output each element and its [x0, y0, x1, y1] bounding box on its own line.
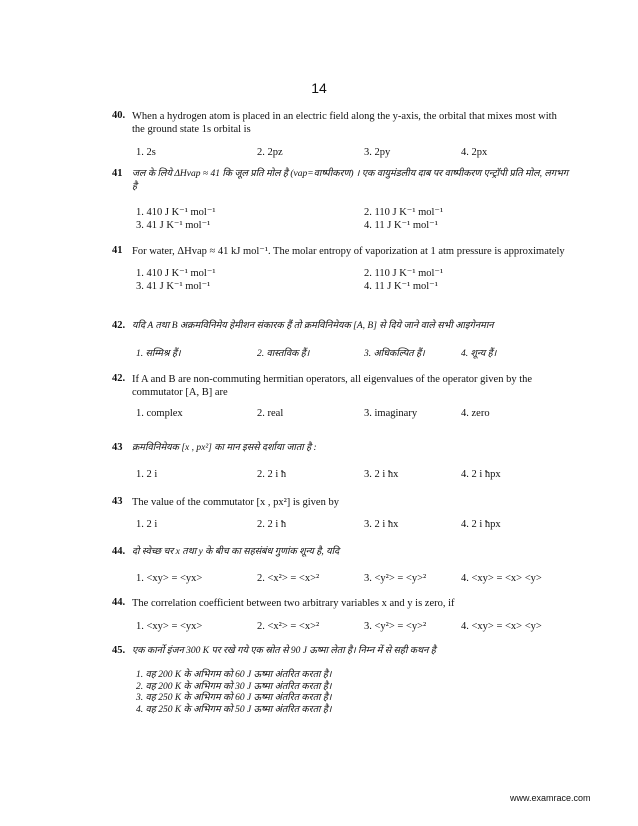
question-number: 44.	[112, 597, 126, 608]
question-45-hi	[112, 645, 572, 716]
option-2: 2. <x²> = <x>²	[257, 573, 320, 584]
options-row-1	[132, 267, 572, 280]
option-2: 2. 110 J K⁻¹ mol⁻¹	[364, 207, 444, 218]
option-3: 3. <y²> = <y>²	[364, 573, 427, 584]
options	[132, 573, 572, 586]
option-1: 1. complex	[136, 408, 183, 419]
option-4: 4. 11 J K⁻¹ mol⁻¹	[364, 220, 438, 231]
option-4: 4. 11 J K⁻¹ mol⁻¹	[364, 281, 438, 292]
question-number: 41	[112, 168, 123, 179]
option-1: 1. वह 200 K के अभिगम को 60 J ऊष्मा अंतरित करता है।	[136, 670, 332, 680]
options-row-2	[132, 219, 572, 232]
option-2: 2. वास्तविक हैं।	[257, 349, 310, 359]
option-1: 1. <xy> = <yx>	[136, 621, 203, 632]
question-text: For water, ΔHvap ≈ 41 kJ mol⁻¹. The molar entropy of vaporization at 1 atm pressure is approximately	[132, 246, 565, 257]
options	[132, 519, 572, 532]
option-4: 4. 2 i ħpx	[461, 519, 501, 530]
options	[132, 408, 572, 421]
question-44-hi	[112, 546, 572, 586]
question-text: The correlation coefficient between two arbitrary variables x and y is zero, if	[132, 598, 455, 609]
option-4: 4. <xy> = <x> <y>	[461, 621, 542, 632]
option-1: 1. <xy> = <yx>	[136, 573, 203, 584]
question-number: 44.	[112, 546, 126, 557]
question-text: एक कार्नो इंजन 300 K पर रखे गये एक स्रोत से 90 J ऊष्मा लेता है। निम्न में से सही कथन है	[132, 646, 436, 656]
question-number: 43	[112, 496, 123, 507]
option-1: 1. 2 i	[136, 469, 158, 480]
question-text: दो स्वेच्छ चर x तथा y के बीच का सहसंबंध गुणांक शून्य है, यदि	[132, 547, 340, 557]
question-43-en	[112, 496, 572, 532]
question-text: If A and B are non-commuting hermitian operators, all eigenvalues of the operator given by the commutator [A, B] are	[132, 374, 533, 398]
option-1: 1. सम्मिश्र हैं।	[136, 349, 181, 359]
option-3: 3. अधिकल्पित हैं।	[364, 349, 425, 359]
question-43-hi	[112, 442, 572, 482]
option-3: 3. 41 J K⁻¹ mol⁻¹	[136, 220, 211, 231]
option-2: 2. 110 J K⁻¹ mol⁻¹	[364, 268, 444, 279]
footer-url: www.examrace.com	[510, 793, 591, 803]
question-42-en	[112, 373, 572, 421]
option-4: 4. <xy> = <x> <y>	[461, 573, 542, 584]
option-3: 3. 2 i ħx	[364, 469, 399, 480]
question-number: 43	[112, 442, 123, 453]
question-text: जल के लिये ΔHvap ≈ 41 कि जूल प्रति मोल है (vap=वाष्पीकरण) । एक वायुमंडलीय दाब पर वाष्पीकरण एन्ट्रॉपी प्रति मोल, लगभग है	[132, 169, 569, 192]
option-1: 1. 2s	[136, 147, 156, 158]
options	[132, 346, 572, 359]
option-4: 4. 2px	[461, 147, 488, 158]
options-row-1	[132, 206, 572, 219]
question-text: When a hydrogen atom is placed in an electric field along the y-axis, the orbital that mixes most with the ground state 1s orbital is	[132, 111, 557, 135]
option-2: 2. <x²> = <x>²	[257, 621, 320, 632]
question-42-hi	[112, 320, 572, 359]
option-4: 4. zero	[461, 408, 490, 419]
options	[132, 469, 572, 482]
options-row-2	[132, 280, 572, 293]
question-number: 40.	[112, 110, 126, 121]
option-2: 2. 2pz	[257, 147, 283, 158]
question-text: यदि A तथा B अक्रमविनिमेय हेमीशन संकारक हैं तो क्रमविनिमेयक [A, B] से दिये जाने वाले सभी आइगेनमान	[132, 321, 494, 331]
question-text: क्रमविनिमेयक [x , px²] का मान इससे दर्शाया जाता है :	[132, 443, 317, 453]
option-4: 4. शून्य हैं।	[461, 349, 497, 359]
option-1: 1. 410 J K⁻¹ mol⁻¹	[136, 207, 216, 218]
question-40-en	[112, 110, 572, 160]
option-3: 3. imaginary	[364, 408, 418, 419]
question-number: 42.	[112, 320, 126, 331]
option-4: 4. वह 250 K के अभिगम को 50 J ऊष्मा अंतरित करता है।	[136, 704, 332, 715]
option-3: 3. 2py	[364, 147, 391, 158]
option-2: 2. वह 200 K के अभिगम को 30 J ऊष्मा अंतरित करता है।	[136, 681, 332, 692]
options	[132, 670, 572, 716]
option-4: 4. 2 i ħpx	[461, 469, 501, 480]
option-3: 3. 41 J K⁻¹ mol⁻¹	[136, 281, 211, 292]
option-1: 1. 410 J K⁻¹ mol⁻¹	[136, 268, 216, 279]
options	[132, 147, 572, 160]
question-41-en	[112, 245, 572, 293]
option-1: 1. 2 i	[136, 519, 158, 530]
question-41-hi	[112, 168, 572, 232]
question-number: 41	[112, 245, 123, 256]
question-44-en	[112, 597, 572, 634]
option-3: 3. 2 i ħx	[364, 519, 399, 530]
question-number: 45.	[112, 645, 126, 656]
option-3: 3. वह 250 K के अभिगम को 60 J ऊष्मा अंतरित करता है।	[136, 693, 332, 703]
option-2: 2. 2 i ħ	[257, 519, 287, 530]
question-number: 42.	[112, 373, 126, 384]
page-number: 14	[311, 80, 327, 96]
options	[132, 621, 572, 634]
option-2: 2. 2 i ħ	[257, 469, 287, 480]
option-2: 2. real	[257, 408, 284, 419]
question-text: The value of the commutator [x , px²] is given by	[132, 497, 339, 508]
option-3: 3. <y²> = <y>²	[364, 621, 427, 632]
